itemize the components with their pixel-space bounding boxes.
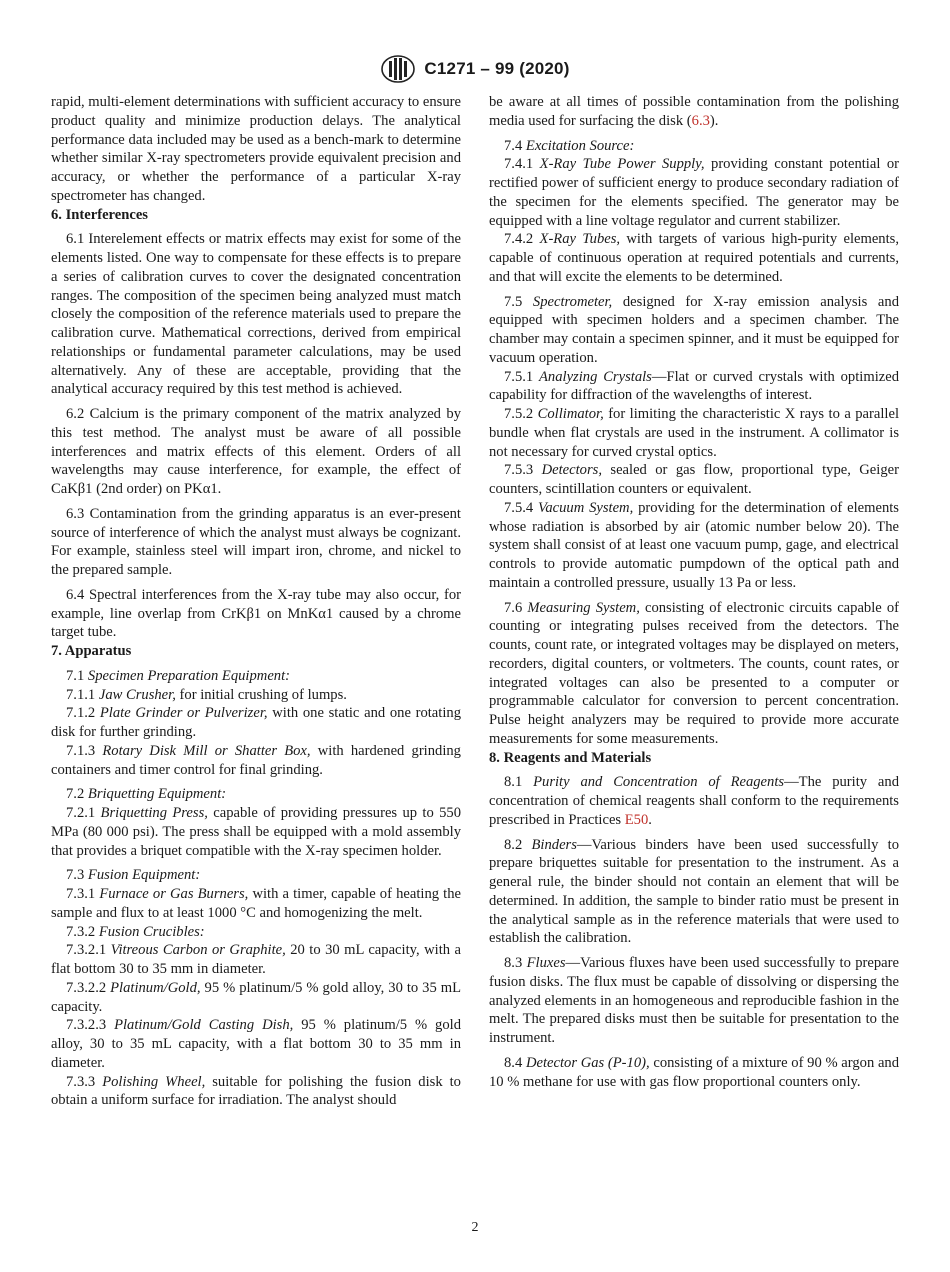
para-7-6: 7.6 Measuring System, consisting of electronic circuits capable of counting or integrating pulses received from the detectors. The counts, count rate, or integrated voltages may be displayed on meters, recorders, digital counters, or voltmeters. The counts, count rates, or integrated voltages can also be presented to a computer or programmable calculator for conversion to percent concentration. Pulse height analyzers may be required to provide more accurate measurements for some measurements.	[489, 599, 900, 747]
para-7-3: 7.3 Fusion Equipment:	[66, 867, 201, 884]
right-column	[489, 93, 899, 1091]
cross-reference-6-3[interactable]: 6.3	[691, 112, 710, 129]
intro-paragraph: rapid, multi-element determinations with sufficient accuracy to ensure product quality and minimize production delays. The analytical performance data included may be used as a bench-mark to determine whether similar X-ray spectrometers provide equivalent precision and accuracy, or whether the performance of a particular X-ray spectrometer has changed.	[51, 94, 461, 204]
left-column	[51, 93, 461, 1110]
para-7-3-3-continued: be aware at all times of possible contamination from the polishing media used for surfacing the disk (6.3).	[489, 94, 899, 129]
para-7-3-2-2: 7.3.2.2 Platinum/Gold, 95 % platinum/5 % gold alloy, 30 to 35 mL capacity.	[51, 979, 462, 1015]
para-7-4-2: 7.4.2 X-Ray Tubes, with targets of various high-purity elements, capable of continuous operation at required potentials and currents, and that will excite the elements to be determined.	[489, 231, 899, 285]
para-7-2: 7.2 Briquetting Equipment:	[66, 786, 227, 803]
para-6-3: 6.3 Contamination from the grinding apparatus is an ever-present source of interference of which the analyst must always be cognizant. For example, stainless steel will impart iron, chrome, and nickel to the prepared sample.	[51, 505, 461, 578]
para-7-1-1: 7.1.1 Jaw Crusher, for initial crushing of lumps.	[66, 686, 347, 703]
para-7-1: 7.1 Specimen Preparation Equipment:	[66, 667, 291, 684]
para-8-4: 8.4 Detector Gas (P-10), consisting of a mixture of 90 % argon and 10 % methane for use with gas flow proportional counters only.	[489, 1054, 900, 1090]
para-8-3: 8.3 Fluxes—Various fluxes have been used successfully to prepare fusion disks. The flux must be capable of dissolving or dispersing the analyzed elements in an homogeneous and reproducible fashion in the melt. The prepared disks must then be suitable for presentation to the instrument.	[489, 955, 899, 1046]
para-7-3-3: 7.3.3 Polishing Wheel, suitable for polishing the fusion disk to obtain a uniform surface for irradiation. The analyst should	[51, 1073, 461, 1109]
astm-logo-icon	[380, 54, 416, 84]
para-7-5-3: 7.5.3 Detectors, sealed or gas flow, proportional type, Geiger counters, scintillation counters or equivalent.	[489, 462, 899, 497]
standard-designation: C1271 – 99 (2020)	[424, 59, 570, 78]
para-7-1-3: 7.1.3 Rotary Disk Mill or Shatter Box, with hardened grinding containers and timer control for final grinding.	[51, 742, 461, 778]
section-8-heading: 8. Reagents and Materials	[489, 749, 652, 766]
para-7-3-2-1: 7.3.2.1 Vitreous Carbon or Graphite, 20 to 30 mL capacity, with a flat bottom 30 to 35 mm in diameter.	[51, 942, 461, 977]
para-6-2: 6.2 Calcium is the primary component of the matrix analyzed by this test method. The analyst must be aware of all possible interferences and matrix effects of this element. Orders of all wavelengths may cause interference, for example, the effect of CaKβ1 (2nd order) on PKα1.	[51, 406, 461, 497]
para-7-3-2-3: 7.3.2.3 Platinum/Gold Casting Dish, 95 % platinum/5 % gold alloy, 30 to 35 mL capacity, with a flat bottom 30 to 35 mm in diameter.	[51, 1017, 461, 1071]
para-7-2-1: 7.2.1 Briquetting Press, capable of providing pressures up to 550 MPa (80 000 psi). The press shall be equipped with a mold assembly that provides a briquet compatible with the X-ray specimen holder.	[51, 805, 461, 859]
para-7-4-1: 7.4.1 X-Ray Tube Power Supply, providing constant potential or rectified power of sufficient energy to produce secondary radiation of the specimen for the elements specified. The generator may be equipped with a line voltage regulator and current stabilizer.	[489, 156, 899, 229]
para-7-1-2: 7.1.2 Plate Grinder or Pulverizer, with one static and one rotating disk for further grinding.	[51, 705, 461, 740]
section-7-heading: 7. Apparatus	[51, 643, 132, 659]
para-7-3-1: 7.3.1 Furnace or Gas Burners, with a timer, capable of heating the sample and flux to at least 1000 °C and homogenizing the melt.	[51, 886, 461, 921]
page-header	[0, 52, 950, 86]
page-number: 2	[471, 1220, 479, 1235]
cross-reference-e50[interactable]: E50	[624, 811, 649, 828]
para-7-5: 7.5 Spectrometer, designed for X-ray emission analysis and equipped with specimen holders and a specimen chamber. The chamber may contain a specimen spinner, and it must be equipped for vacuum operation.	[489, 293, 899, 366]
para-6-4: 6.4 Spectral interferences from the X-ray tube may also occur, for example, line overlap from CrKβ1 on MnKα1 caused by a chrome target tube.	[51, 586, 461, 641]
para-7-5-1: 7.5.1 Analyzing Crystals—Flat or curved crystals with optimized capability for diffraction of the wavelengths of interest.	[489, 368, 899, 404]
para-6-1: 6.1 Interelement effects or matrix effects may exist for some of the elements listed. One way to compensate for these effects is to prepare a series of calibration curves to cover the designated concentration ranges. The composition of the specimen being analyzed must match closely the composition of the reference materials used to prepare the calibration curve. Mathematical corrections, derived from empirical relationships or fundamental parameter calculations, may be used alternatively. Any of these are acceptable, providing that the analytical accuracy required by this test method is achieved.	[51, 231, 461, 398]
section-6-heading: 6. Interferences	[51, 206, 148, 223]
para-7-4: 7.4 Excitation Source:	[504, 137, 635, 154]
para-8-2: 8.2 Binders—Various binders have been used successfully to prepare briquettes suitable for presentation to the instrument. As a general rule, the binder should not contain an element that will be determined. In addition, the sample to binder ratio must be present in the analytical sample as in the reference materials that were used to establish the calibration.	[489, 836, 900, 947]
para-7-3-2: 7.3.2 Fusion Crucibles:	[66, 923, 205, 940]
para-7-5-2: 7.5.2 Collimator, for limiting the characteristic X rays to a parallel bundle when flat crystals are used in the instrument. A collimator is not necessary for curved crystal optics.	[489, 406, 900, 460]
para-8-1: 8.1 Purity and Concentration of Reagents—The purity and concentration of chemical reagents shall conform to the requirements prescribed in Practices E50.	[489, 774, 899, 828]
para-7-5-4: 7.5.4 Vacuum System, providing for the determination of elements whose radiation is absorbed by air (atomic number below 20). The system shall consist of at least one vacuum pump, gage, and electrical controls to provide automatic pumpdown of the optical path and maintain a controlled pressure, usually 13 Pa or less.	[489, 499, 899, 591]
